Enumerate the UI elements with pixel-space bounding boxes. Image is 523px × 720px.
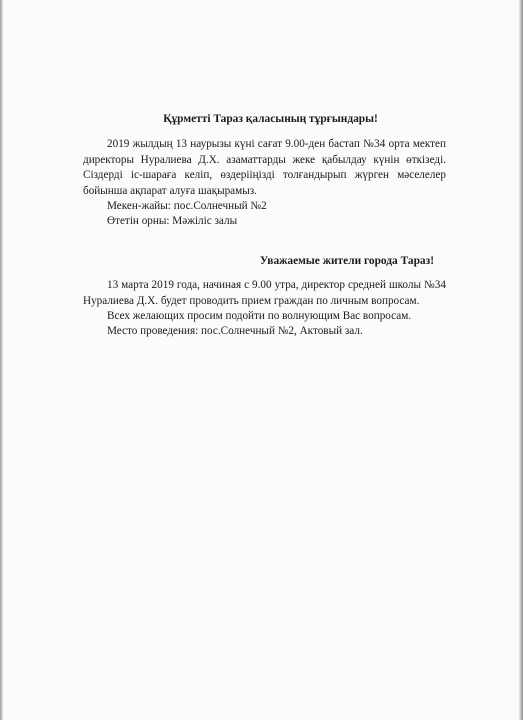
page-left-edge-shadow bbox=[0, 0, 3, 720]
page-right-edge-shadow bbox=[519, 0, 523, 720]
kazakh-address: Мекен-жайы: пос.Солнечный №2 bbox=[107, 200, 267, 213]
russian-invitation: Всех желающих просим подойти по волнующим Вас вопросам. bbox=[107, 310, 412, 323]
kazakh-heading: Құрметті Тараз қаласының тұрғындары! bbox=[163, 113, 378, 125]
russian-venue: Место проведения: пос.Солнечный №2, Актовый зал. bbox=[107, 325, 363, 338]
russian-heading: Уважаемые жители города Тараз! bbox=[259, 254, 434, 267]
kazakh-paragraph: 2019 жылдың 13 наурызы күні сағат 9.00-ден бастап №34 орта мектеп директоры Нуралиева Д.Х. азаматтарды жеке қабылдау күнін өткізеді. Сіздерді іс-шараға келіп, өздерііңізді толғандырып жүрген мәселелер бойынша ақпарат алуға шақырамыз. bbox=[83, 138, 446, 197]
kazakh-venue: Өтетін орны: Мәжіліс залы bbox=[107, 215, 238, 228]
announcement-body bbox=[83, 112, 446, 340]
russian-paragraph: 13 марта 2019 года, начиная с 9.00 утра, директор средней школы №34 Нуралиева Д.Х. будет проводить прием граждан по личным вопросам. bbox=[83, 279, 446, 307]
section-spacer bbox=[83, 230, 446, 254]
